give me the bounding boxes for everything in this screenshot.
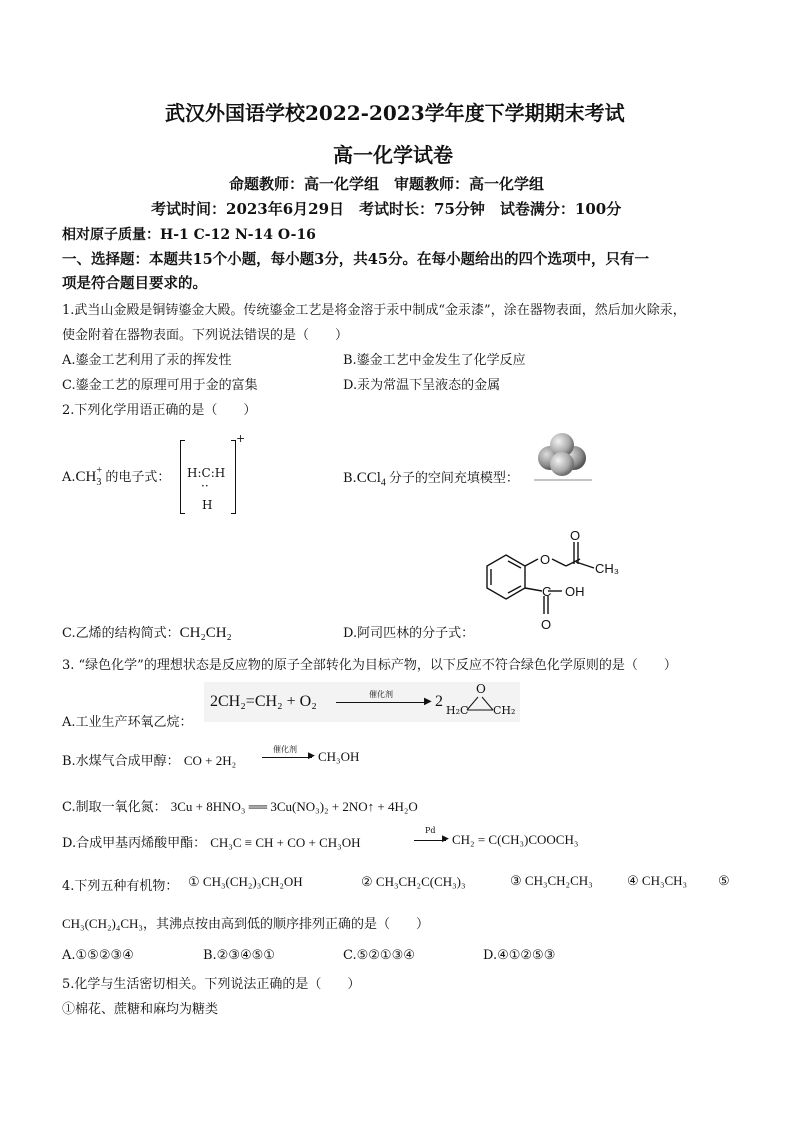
q2-option-b — [343, 467, 519, 489]
aspirin-oh: OH — [565, 584, 585, 599]
q2-c-prefix: C.乙烯的结构简式： — [62, 626, 180, 641]
q3-b-catalyst: 催化剂 — [273, 745, 297, 754]
q4-option-a: A.①⑤②③④ — [62, 948, 134, 963]
q3-b-left: CO + 2H₂ — [183, 753, 237, 768]
exam-info-line: 考试时间：2023年6月29日 考试时长：75分钟 试卷满分：100分 — [151, 200, 622, 218]
aspirin-o-ether: O — [540, 552, 551, 567]
q3-a-arrow — [336, 702, 428, 703]
q2-a-sub: 3 — [96, 477, 102, 488]
q3-d-left: CH₃C ≡ CH + CO + CH₃OH — [210, 835, 361, 850]
q2-b-prefix: B. — [343, 471, 357, 486]
aspirin-structure — [478, 526, 638, 638]
q3-option-c — [62, 796, 418, 815]
q3-d-catalyst: Pd — [425, 826, 436, 835]
q3-stem: 3. “绿色化学”的理想状态是反应物的原子全部转化为目标产物，以下反应不符合绿色化学原则的是（ ） — [62, 658, 677, 673]
exam-subtitle: 高一化学试卷 — [333, 143, 453, 167]
q3-c-equation: 3Cu + 8HNO₃ ══ 3Cu(NO₃)₂ + 2NO↑ + 4H₂O — [170, 799, 418, 814]
atomic-mass-line: 相对原子质量：H-1 C-12 N-14 O-16 — [62, 227, 316, 243]
q3-a-epoxide-o: O — [476, 682, 486, 696]
q3-a-catalyst: 催化剂 — [369, 690, 393, 699]
q3-option-a-label: A.工业生产环氧乙烷： — [62, 715, 193, 730]
q4-item-2: ② CH₃CH₂C(CH₃)₃ — [361, 874, 466, 889]
q4-option-c: C.⑤②①③④ — [343, 948, 415, 963]
q2-option-c — [62, 622, 232, 642]
electron-formula-row2: H — [202, 498, 213, 512]
q1-stem-line1: 1.武当山金殿是铜铸鎏金大殿。传统鎏金工艺是将金溶于汞中制成“金汞漆”，涂在器物表面，然后加火除汞， — [62, 303, 686, 318]
aspirin-o-acid: O — [541, 617, 552, 632]
q3-b-prefix: B.水煤气合成甲醇： — [62, 754, 180, 769]
q2-a-formula: CH — [75, 469, 97, 485]
section-heading-1: 一、选择题：本题共15个小题，每小题3分，共45分。在每小题给出的四个选项中，只有一 — [62, 251, 649, 268]
q2-b-suffix: 分子的空间充填模型： — [388, 471, 519, 486]
q5-item-1: ①棉花、蔗糖和麻均为糖类 — [62, 1002, 219, 1017]
q2-a-prefix: A. — [62, 470, 76, 485]
q2-option-a — [62, 466, 170, 488]
q4-item-5: CH₃(CH₂)₄CH₃ — [62, 916, 143, 931]
q1-option-b: B.鎏金工艺中金发生了化学反应 — [343, 353, 526, 368]
aspirin-o-carbonyl: O — [570, 528, 581, 543]
teachers-line: 命题教师：高一化学组 审题教师：高一化学组 — [229, 175, 545, 193]
aspirin-ch3: CH₃ — [595, 561, 620, 576]
q3-b-right: CH₃OH — [318, 749, 360, 764]
q1-option-d: D.汞为常温下呈液态的金属 — [343, 378, 501, 393]
q3-option-d — [62, 832, 360, 851]
q3-b-arrowhead: ▶ — [308, 751, 315, 761]
q3-a-epoxide-left: H₂C — [446, 704, 469, 717]
section-heading-2: 项是符合题目要求的。 — [62, 275, 207, 292]
q2-option-d: D.阿司匹林的分子式： — [343, 626, 475, 641]
q4-option-b: B.②③④⑤① — [203, 948, 275, 963]
q4-item-3: ③ CH₃CH₂CH₃ — [510, 873, 593, 888]
electron-formula-dots: ·· — [201, 479, 209, 493]
electron-formula-row1: H:C:H — [187, 466, 226, 480]
q3-d-prefix: D.合成甲基丙烯酸甲酯： — [62, 836, 207, 851]
q3-a-coefficient: 2 — [435, 693, 443, 710]
q3-option-b — [62, 750, 236, 769]
q3-c-prefix: C.制取一氧化氮： — [62, 800, 167, 815]
aspirin-carboxyl-c: C — [542, 584, 552, 599]
q3-a-arrowhead: ▶ — [424, 696, 432, 707]
q4-item-1: ① CH₃(CH₂)₃CH₂OH — [188, 874, 303, 889]
q2-b-formula: CCl — [356, 470, 381, 486]
epoxide-ring-bonds — [462, 694, 498, 714]
exam-title: 武汉外国语学校2022-2023学年度下学期期末考试 — [165, 101, 625, 125]
ccl4-space-filling-model — [530, 428, 594, 484]
q4-line2 — [62, 913, 429, 932]
q3-option-a-equation — [204, 682, 520, 722]
q3-d-arrowhead: ▶ — [442, 834, 449, 844]
q1-stem-line2: 使金附着在器物表面。下列说法错误的是（ ） — [62, 328, 349, 343]
q1-option-c: C.鎏金工艺的原理可用于金的富集 — [62, 378, 258, 393]
electron-formula-charge: + — [236, 432, 246, 445]
q3-a-eq-left: 2CH₂=CH₂ + O₂ — [210, 693, 317, 710]
q4-item-5-mark: ⑤ — [718, 873, 730, 888]
q3-b-arrow — [262, 757, 312, 758]
q3-d-right: CH₂ = C(CH₃)COOCH₃ — [452, 832, 579, 847]
q1-option-a: A.鎏金工艺利用了汞的挥发性 — [62, 353, 232, 368]
q4-stem-post: ，其沸点按由高到低的顺序排列正确的是（ ） — [142, 917, 429, 932]
q3-a-epoxide-right: CH₂ — [493, 704, 516, 717]
q4-option-d: D.④①②⑤③ — [483, 948, 556, 963]
q2-b-sub: 4 — [380, 477, 386, 489]
q5-stem: 5.化学与生活密切相关。下列说法正确的是（ ） — [62, 977, 361, 992]
q4-item-4: ④ CH₃CH₃ — [627, 873, 688, 888]
q2-stem: 2.下列化学用语正确的是（ ） — [62, 403, 257, 418]
q2-a-sup: + — [96, 465, 103, 476]
q4-stem-pre: 4.下列五种有机物： — [62, 879, 179, 894]
q2-c-formula: CH₂CH₂ — [179, 625, 232, 641]
q2-a-suffix: 的电子式： — [105, 470, 171, 485]
